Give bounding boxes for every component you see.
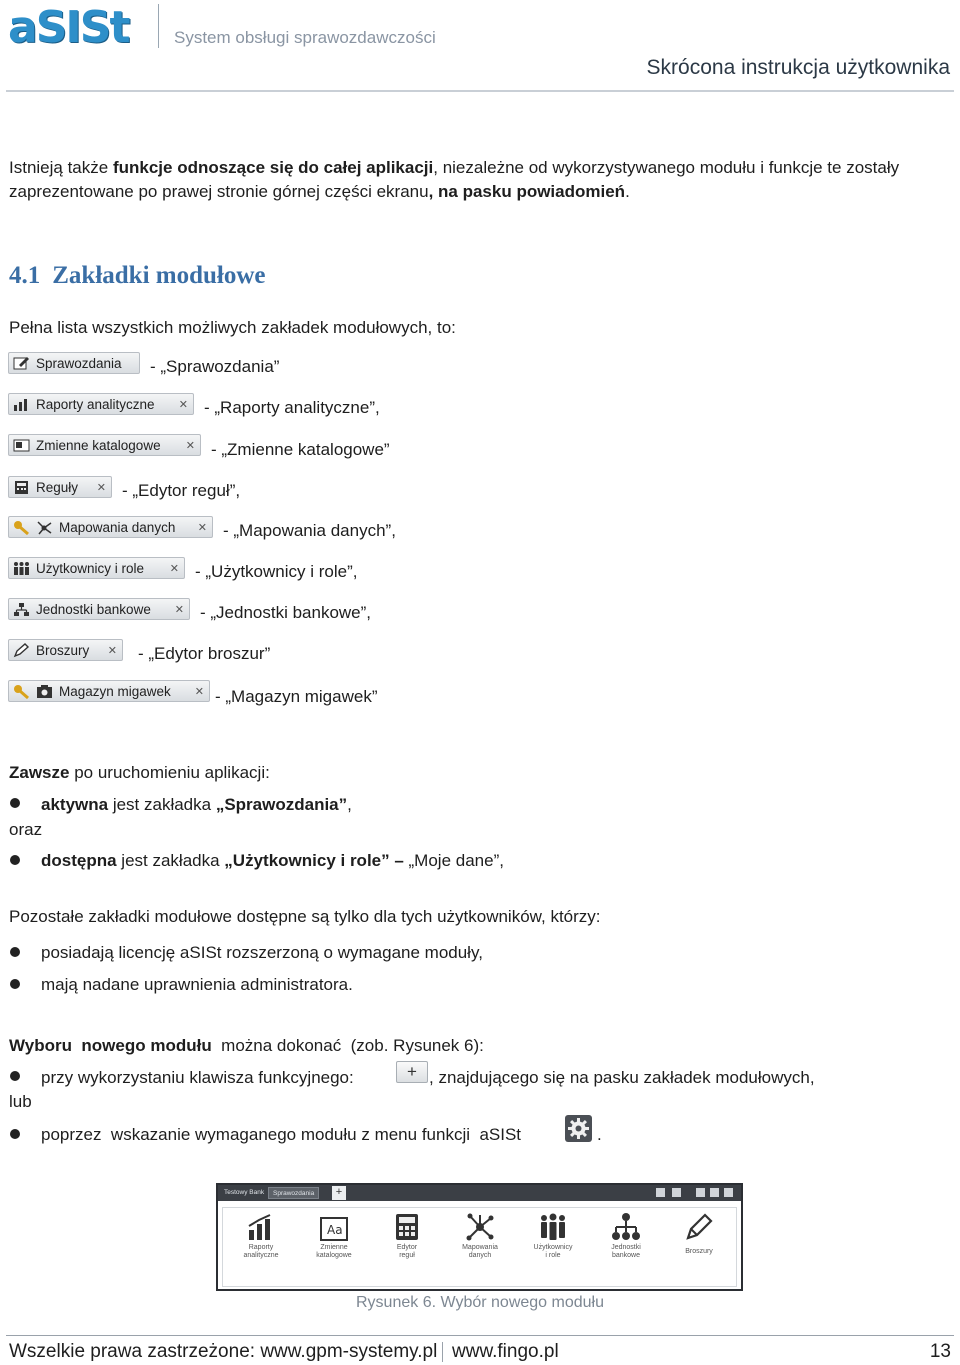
module-tab-bar — [218, 1185, 741, 1201]
choice-item-1b: , znajdującego się na pasku zakładek modułowych, — [429, 1068, 815, 1087]
module-panel — [222, 1207, 737, 1287]
footer-rule — [6, 1335, 954, 1336]
module-broszury[interactable]: Broszury — [667, 1212, 731, 1256]
module-menu-screenshot — [216, 1183, 743, 1291]
calculator-icon — [13, 480, 30, 495]
bullet — [10, 947, 20, 957]
gear-icon[interactable] — [672, 1188, 681, 1197]
gear-icon[interactable] — [565, 1115, 592, 1142]
close-icon: ✕ — [96, 481, 106, 494]
close-icon: ✕ — [197, 521, 207, 534]
users-icon — [538, 1212, 568, 1242]
tab-desc: - „Jednostki bankowe”, — [200, 603, 372, 622]
close-icon: ✕ — [178, 398, 188, 411]
always-intro: Zawsze po uruchomieniu aplikacji: — [9, 763, 270, 782]
hierarchy-icon — [611, 1212, 641, 1242]
tab-reguly: Reguły ✕ — [8, 476, 112, 498]
close-icon: ✕ — [185, 439, 195, 452]
always-item-1: aktywna jest zakładka „Sprawozdania”, — [41, 795, 352, 814]
maximize-icon[interactable] — [710, 1188, 719, 1197]
close-icon: ✕ — [169, 562, 179, 575]
document-title: Skrócona instrukcja użytkownika — [646, 56, 950, 79]
tab-sprawozdania-mini[interactable]: Sprawozdania — [268, 1187, 319, 1199]
catalog-icon — [13, 438, 30, 453]
tab-desc: - „Zmienne katalogowe” — [211, 440, 390, 459]
catalog-icon — [319, 1212, 349, 1242]
header-subtitle: System obsługi sprawozdawczości — [174, 28, 436, 47]
tab-desc: - „Mapowania danych”, — [223, 521, 396, 540]
bullet — [10, 1071, 20, 1081]
module-uzytkownicy[interactable]: Użytkownicy i role — [521, 1212, 585, 1260]
footer-site-link[interactable]: www.fingo.pl — [452, 1341, 559, 1362]
pen-icon — [684, 1212, 714, 1242]
add-tab-button[interactable]: + — [332, 1186, 346, 1200]
choice-item-2-end: . — [597, 1125, 602, 1144]
bullet — [10, 798, 20, 808]
module-edytor-regul[interactable]: Edytor reguł — [375, 1212, 439, 1260]
svg-text:Aa: Aa — [327, 1223, 343, 1237]
choice-item-2: poprzez wskazanie wymaganego modułu z menu funkcji aSISt — [41, 1125, 522, 1144]
users-icon — [13, 561, 30, 576]
tab-zmienne: Zmienne katalogowe ✕ — [8, 434, 201, 456]
calculator-icon — [392, 1212, 422, 1242]
pen-icon — [13, 643, 30, 658]
module-raporty[interactable]: Raporty analityczne — [229, 1212, 293, 1260]
close-icon: ✕ — [174, 603, 184, 616]
close-icon: ✕ — [107, 644, 117, 657]
figure-caption: Rysunek 6. Wybór nowego modułu — [356, 1294, 604, 1311]
close-icon[interactable] — [724, 1188, 733, 1197]
lub-text: lub — [9, 1092, 32, 1111]
snapshot-icon — [36, 684, 53, 699]
close-icon: ✕ — [194, 685, 204, 698]
chart-icon — [246, 1212, 276, 1242]
tab-desc: - „Sprawozdania” — [150, 357, 280, 376]
choice-item-1a: przy wykorzystaniu klawisza funkcyjnego: — [41, 1068, 354, 1087]
notification-icon[interactable] — [656, 1188, 665, 1197]
always-item-2: dostępna jest zakładka „Użytkownicy i role” – „Moje dane”, — [41, 851, 504, 870]
module-mapowania[interactable]: Mapowania danych — [448, 1212, 512, 1260]
others-intro: Pozostałe zakładki modułowe dostępne są tylko dla tych użytkowników, którzy: — [9, 907, 601, 926]
footer-rights: Wszelkie prawa zastrzeżone: www.gpm-systemy.pl — [9, 1341, 438, 1362]
hierarchy-icon — [13, 602, 30, 617]
tab-desc: - „Edytor broszur” — [138, 644, 271, 663]
tab-sprawozdania: Sprawozdania — [8, 352, 140, 374]
tab-desc: - „Magazyn migawek” — [215, 687, 378, 706]
tab-broszury: Broszury ✕ — [8, 639, 123, 661]
chart-icon — [13, 397, 30, 412]
others-item-2: mają nadane uprawnienia administratora. — [41, 975, 353, 994]
tab-jednostki: Jednostki bankowe ✕ — [8, 598, 190, 620]
module-zmienne[interactable]: Aa Zmienne katalogowe — [302, 1212, 366, 1260]
oraz-text: oraz — [9, 820, 43, 839]
header-divider — [158, 4, 159, 48]
tab-bank[interactable]: Testowy Bank — [224, 1189, 265, 1196]
header-rule — [6, 90, 954, 92]
mapping-icon — [465, 1212, 495, 1242]
list-intro: Pełna lista wszystkich możliwych zakładek modułowych, to: — [9, 318, 456, 337]
tab-uzytkownicy: Użytkownicy i role ✕ — [8, 557, 185, 579]
footer-divider — [442, 1342, 443, 1362]
tab-desc: - „Użytkownicy i role”, — [195, 562, 358, 581]
tab-raporty: Raporty analityczne ✕ — [8, 393, 194, 415]
bullet — [10, 979, 20, 989]
mapping-icon — [36, 520, 53, 535]
choice-intro: Wyboru nowego modułu można dokonać (zob. Rysunek 6): — [9, 1036, 484, 1055]
intro-paragraph: Istnieją także funkcje odnoszące się do całej aplikacji, niezależne od wykorzystywanego modułu i funkcje te zostały zaprezentowane po prawej stronie górnej części ekranu, na pasku powiadomień. — [9, 158, 900, 201]
page-number: 13 — [929, 1341, 951, 1362]
tab-magazyn: Magazyn migawek ✕ — [8, 680, 210, 702]
add-module-button[interactable]: + — [396, 1061, 428, 1083]
key-icon — [13, 684, 30, 699]
tab-desc: - „Raporty analityczne”, — [204, 398, 380, 417]
module-jednostki[interactable]: Jednostki bankowe — [594, 1212, 658, 1260]
tab-mapowania: Mapowania danych ✕ — [8, 516, 213, 538]
others-item-1: posiadają licencję aSISt rozszerzoną o wymagane moduły, — [41, 943, 483, 962]
key-icon — [13, 520, 30, 535]
asist-logo: aSISt — [8, 2, 129, 53]
bullet — [10, 855, 20, 865]
section-heading: 4.1 Zakładki modułowe — [9, 262, 266, 289]
edit-icon — [13, 356, 30, 371]
minimize-icon[interactable] — [696, 1188, 705, 1197]
tab-desc: - „Edytor reguł”, — [122, 481, 241, 500]
bullet — [10, 1129, 20, 1139]
